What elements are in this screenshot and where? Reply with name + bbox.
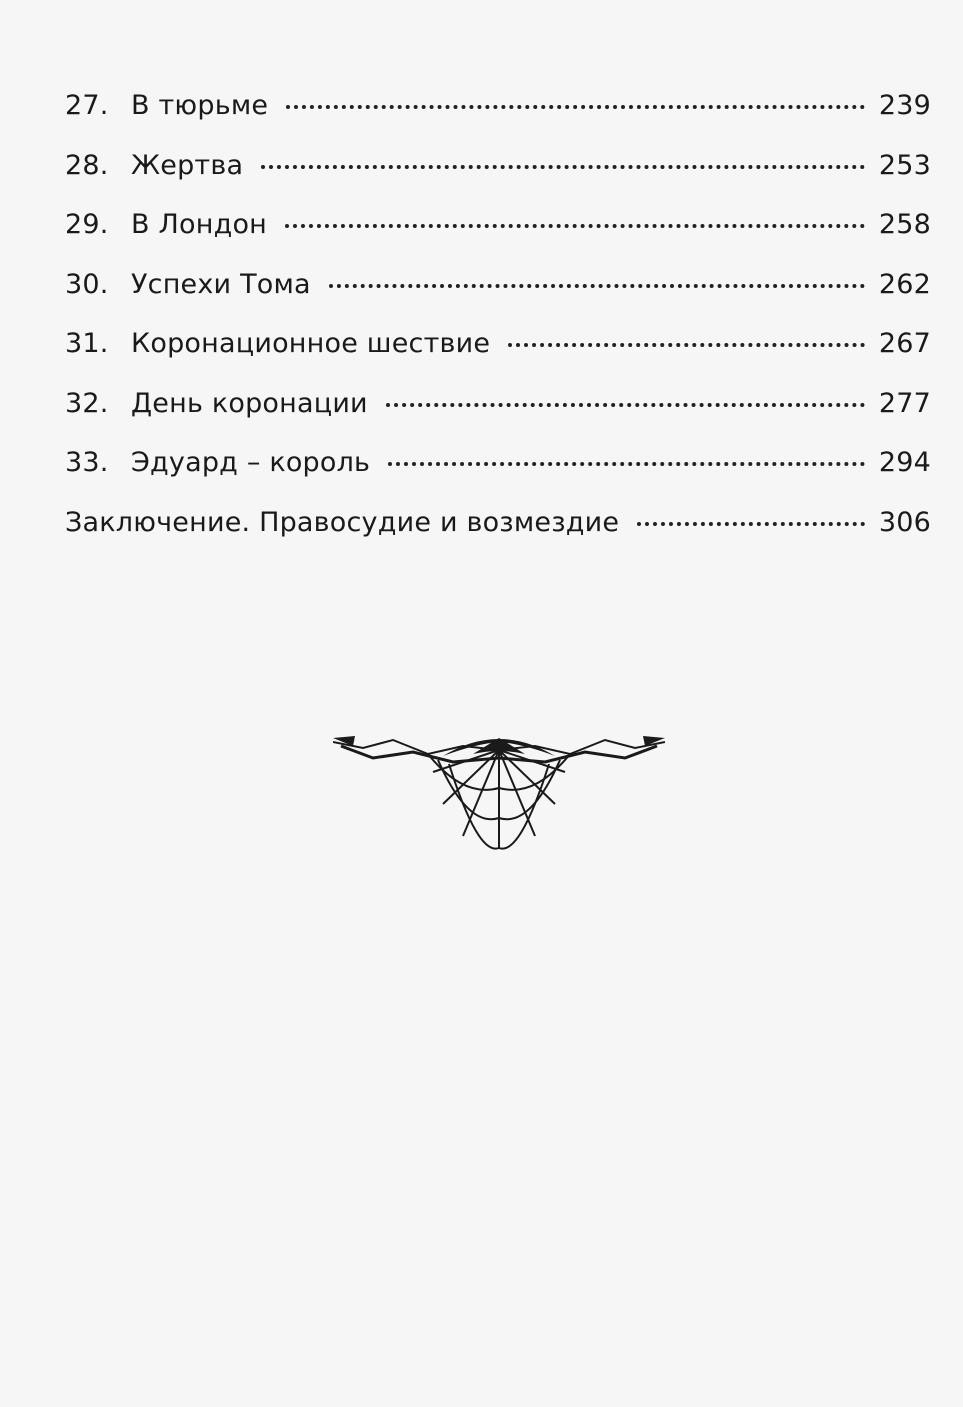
toc-entry [65, 328, 931, 388]
toc-entry [65, 90, 931, 150]
dot-leader [285, 224, 865, 228]
dot-leader [508, 343, 865, 347]
toc-entry [65, 209, 931, 269]
dot-leader [388, 462, 865, 466]
toc-entry-number: 31. [65, 328, 109, 359]
toc-entry-title: Успехи Тома [131, 268, 311, 300]
toc-entry-page: 294 [878, 447, 931, 478]
toc-entry-title: Заключение. Правосудие и возмездие [65, 506, 620, 538]
fan-ornament-icon [333, 728, 665, 860]
toc-entry-number: 33. [65, 447, 109, 478]
dot-leader [329, 284, 865, 288]
toc-entry-title: День коронации [131, 387, 368, 419]
toc-entry [65, 447, 931, 507]
dot-leader [637, 522, 865, 526]
dot-leader [386, 403, 865, 407]
toc-entry-number: 32. [65, 387, 109, 419]
dot-leader [286, 105, 865, 109]
toc-entry-title: Жертва [131, 149, 244, 181]
toc-entry-page: 258 [878, 209, 931, 240]
toc-entry-page: 306 [878, 506, 931, 538]
toc-entry [65, 150, 931, 210]
toc-entry-number: 28. [65, 149, 109, 181]
toc-entry-page: 277 [878, 387, 931, 419]
toc-entry-title: Эдуард – король [131, 447, 371, 478]
dot-leader [261, 165, 865, 169]
toc-entry-title: В Лондон [131, 209, 268, 240]
toc-entry-number: 30. [65, 268, 109, 300]
toc-entry-title: Коронационное шествие [131, 328, 491, 359]
toc-entry [65, 507, 931, 567]
toc-entry-page: 253 [878, 149, 931, 181]
table-of-contents [65, 90, 931, 566]
toc-entry-number: 29. [65, 209, 109, 240]
toc-entry-title: В тюрьме [131, 90, 269, 121]
toc-entry-page: 239 [878, 90, 931, 121]
toc-entry-number: 27. [65, 90, 109, 121]
toc-entry [65, 388, 931, 448]
toc-entry-page: 267 [878, 328, 931, 359]
toc-entry-page: 262 [878, 268, 931, 300]
toc-entry [65, 269, 931, 329]
